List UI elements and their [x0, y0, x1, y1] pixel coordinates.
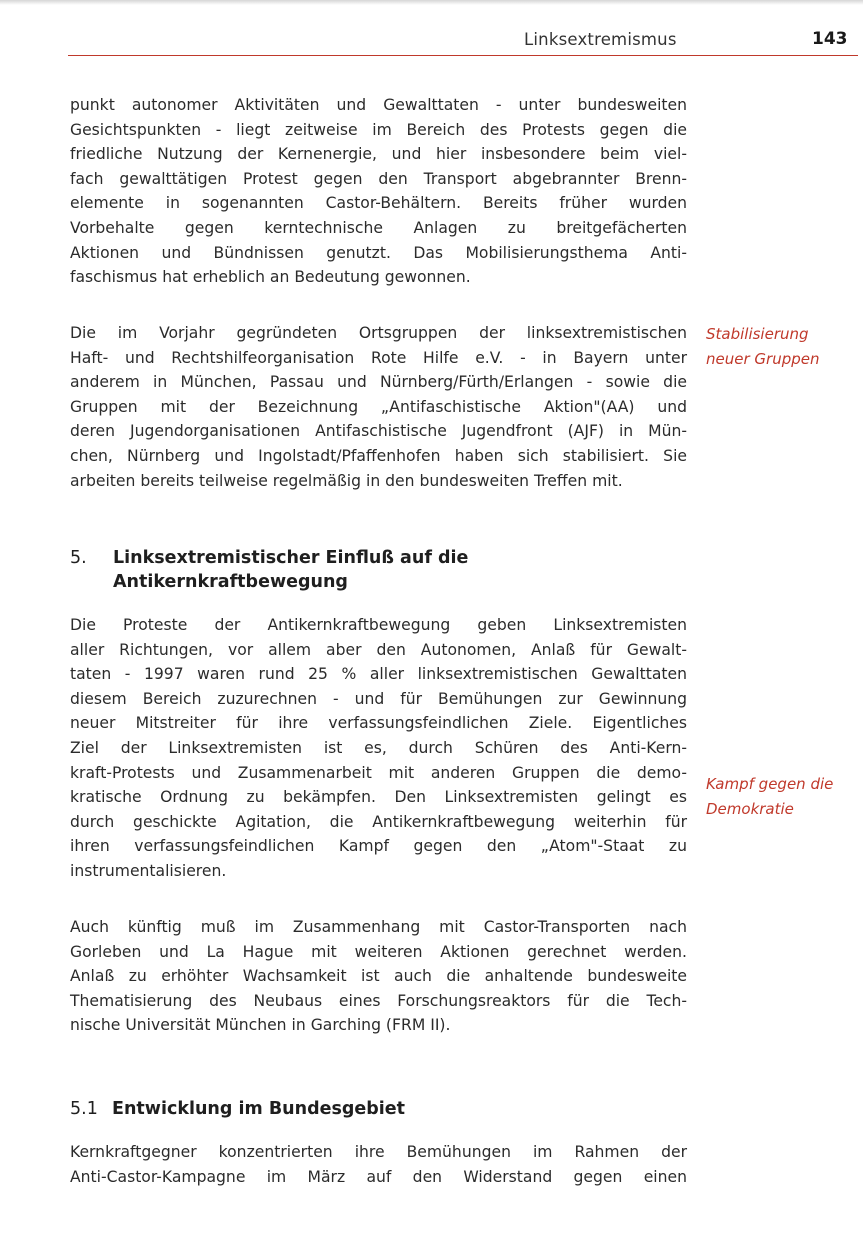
text-line: ihren verfassungsfeindlichen Kampf gegen den „Atom"-Staat zu — [70, 837, 687, 856]
section-title — [113, 546, 468, 594]
section-title-line: Antikernkraftbewegung — [113, 572, 348, 592]
text-line: Gesichtspunkten - liegt zeitweise im Bereich des Protests gegen die — [70, 120, 687, 139]
text-line: aller Richtungen, vor allem aber den Autonomen, Anlaß für Gewalt- — [70, 640, 687, 659]
text-line: Thematisierung des Neubaus eines Forschungsreaktors für die Tech- — [70, 991, 687, 1010]
page-number: 143 — [812, 29, 848, 49]
text-line: elemente in sogenannten Castor-Behältern. Bereits früher wurden — [70, 194, 687, 213]
text-line: kratische Ordnung zu bekämpfen. Den Linksextremisten gelingt es — [70, 788, 687, 807]
text-line: Vorbehalte gegen kerntechnische Anlagen zu breitgefächerten — [70, 218, 687, 237]
margin-note-line: Stabilisierung — [706, 325, 809, 343]
paragraph-3 — [70, 613, 687, 884]
text-line: chen, Nürnberg und Ingolstadt/Pfaffenhofen haben sich stabilisiert. Sie — [70, 446, 687, 465]
scan-top-edge — [0, 0, 863, 5]
text-line: fach gewalttätigen Protest gegen den Transport abgebrannter Brenn- — [70, 169, 687, 188]
text-line: nische Universität München in Garching (FRM II). — [70, 1016, 451, 1035]
text-line: diesem Bereich zuzurechnen - und für Bemühungen zur Gewinnung — [70, 689, 687, 708]
section-title: Entwicklung im Bundesgebiet — [112, 1099, 406, 1119]
text-line: taten - 1997 waren rund 25 % aller linksextremistischen Gewalttaten — [70, 665, 687, 684]
running-title: Linksextremismus — [524, 30, 677, 49]
text-line: Haft- und Rechtshilfeorganisation Rote Hilfe e.V. - in Bayern unter — [70, 348, 687, 367]
text-line: Die Proteste der Antikernkraftbewegung geben Linksextremisten — [70, 616, 687, 634]
text-line: punkt autonomer Aktivitäten und Gewalttaten - unter bundesweiten — [70, 96, 687, 114]
paragraph-5 — [70, 1140, 687, 1189]
margin-note-line: Demokratie — [706, 800, 794, 818]
text-line: Aktionen und Bündnissen genutzt. Das Mobilisierungsthema Anti- — [70, 243, 687, 262]
text-line: Ziel der Linksextremisten ist es, durch Schüren des Anti-Kern- — [70, 738, 687, 757]
paragraph-2 — [70, 321, 687, 493]
paragraph-1 — [70, 93, 687, 290]
text-line: deren Jugendorganisationen Antifaschistische Jugendfront (AJF) in Mün- — [70, 422, 687, 441]
paragraph-4 — [70, 915, 687, 1038]
text-line: Anti-Castor-Kampagne im März auf den Widerstand gegen einen — [70, 1167, 687, 1186]
header-rule — [68, 55, 858, 56]
margin-note-kampf — [706, 772, 856, 822]
margin-note-line: Kampf gegen die — [706, 775, 834, 793]
text-line: Anlaß zu erhöhter Wachsamkeit ist auch die anhaltende bundesweite — [70, 967, 687, 986]
text-line: Gruppen mit der Bezeichnung „Antifaschistische Aktion"(AA) und — [70, 397, 687, 416]
section-number: 5. — [70, 548, 87, 568]
text-line: Gorleben und La Hague mit weiteren Aktionen gerechnet werden. — [70, 942, 687, 961]
text-line: kraft-Protests und Zusammenarbeit mit anderen Gruppen die demo- — [70, 763, 687, 782]
text-line: faschismus hat erheblich an Bedeutung gewonnen. — [70, 268, 471, 287]
margin-note-stabilisierung — [706, 322, 856, 372]
text-line: anderem in München, Passau und Nürnberg/Fürth/Erlangen - sowie die — [70, 373, 687, 392]
section-title-line: Linksextremistischer Einfluß auf die — [113, 548, 469, 568]
text-line: Auch künftig muß im Zusammenhang mit Castor-Transporten nach — [70, 918, 687, 936]
text-line: Die im Vorjahr gegründeten Ortsgruppen der linksextremistischen — [70, 324, 687, 342]
text-line: durch geschickte Agitation, die Antikernkraftbewegung weiterhin für — [70, 812, 687, 831]
text-line: neuer Mitstreiter für ihre verfassungsfeindlichen Ziele. Eigentliches — [70, 714, 687, 733]
text-line: Kernkraftgegner konzentrierten ihre Bemühungen im Rahmen der — [70, 1143, 687, 1161]
text-line: friedliche Nutzung der Kernenergie, und hier insbesondere beim viel- — [70, 145, 687, 164]
text-line: arbeiten bereits teilweise regelmäßig in den bundesweiten Treffen mit. — [70, 471, 623, 490]
margin-note-line: neuer Gruppen — [706, 350, 820, 368]
text-line: instrumentalisieren. — [70, 861, 227, 880]
section-number: 5.1 — [70, 1099, 98, 1119]
